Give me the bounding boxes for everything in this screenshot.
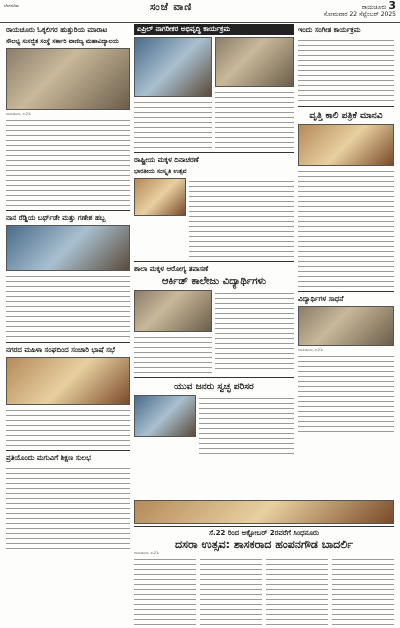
bottom-text-4	[332, 556, 394, 626]
masthead	[0, 0, 400, 23]
photo-col2-5	[134, 395, 196, 437]
masthead-title: ಸಂಜೆ ವಾಣಿ	[150, 2, 193, 13]
headline-col2-1: ಏಪ್ರಿಲ್ ನಾಗರೀಕರ ಅಭಿವೃದ್ಧಿ ಕಾರ್ಯಕ್ರಮ	[134, 24, 294, 35]
bottom-dateline: ರಾಯಚೂರು, ಸೆ.21:	[134, 551, 160, 555]
headline-col2-2: ರಾಷ್ಟ್ರೀಯ ಮಕ್ಕಳ ದಿನಾಚರಣೆ	[134, 156, 199, 164]
photo-col1-3	[6, 357, 130, 405]
masthead-left-text: ಬೆಂಗಳೂರು	[4, 3, 19, 8]
article-text-col3-2	[298, 168, 394, 288]
headline-col1-2: ಸೌಲಭ್ಯ ಸುಸಜ್ಜಿತ ಸಂಸ್ಥೆ ಸರ್ಕಾರಿ ವಾಣಿಜ್ಯ ಮಹಾವಿದ್ಯಾಲಯ	[6, 38, 119, 45]
headline-col2-5: ಆರ್ಕಿಡ್ ಕಾಲೇಜು ವಿದ್ಯಾರ್ಥಿಗಳು	[161, 276, 267, 287]
column-1	[6, 24, 130, 553]
page-number: 3	[388, 0, 396, 12]
article-text-col2-2	[215, 89, 294, 149]
headline-col1-4: ನಗರದ ಮಹಿಳಾ ಸಂಘದಿಂದ ಸಂಚಾರಿ ಭಾಷೆ ಸಭೆ	[6, 346, 115, 354]
article-text-col1-3	[6, 407, 130, 447]
masthead-right	[324, 2, 396, 18]
headline-col1-1: ರಾಯಚೂರು ಓಕ್ಕಲಿಗರ ಹುತ್ತುರಿಯ ಮಾರಾಟ	[6, 26, 108, 34]
headline-col1-3: ನಾನ ರೆಡ್ಡಿಯ ಬರ್ಥ್‌ಡೇ ಮತ್ತು ಗಣೇಶ ಹಬ್ಬ	[6, 214, 106, 222]
bottom-text-1	[134, 556, 196, 626]
masthead-city: ರಾಯಚೂರು	[361, 4, 387, 11]
article-text-col3-1	[298, 37, 394, 103]
bottom-text-3	[266, 556, 328, 626]
bottom-story	[134, 500, 394, 626]
photo-col1-2	[6, 225, 130, 271]
article-text-col2-5	[215, 290, 294, 372]
column-2	[134, 24, 294, 455]
bottom-kicker: ಸೆ.22 ರಿಂದ ಅಕ್ಟೋಬರ್ 2ರವರೆಗೆ ಸಿಂಧನೂರು	[209, 529, 319, 537]
photo-col3-2	[298, 306, 394, 346]
photo-col2-4	[134, 290, 212, 332]
article-text-col2-3	[189, 178, 294, 258]
headline-col3-3: ವಿದ್ಯಾರ್ಥಿಗಳ ಸಾಧನೆ	[298, 295, 344, 303]
article-text-col1-1	[6, 117, 130, 207]
headline-col2-3: ಭಾರತೀಯ ಸಂಸ್ಕೃತಿ ಉತ್ಸವ	[134, 168, 187, 175]
masthead-date: ಸೋಮವಾರ 22 ಸೆಪ್ಟೆಂಬರ್ 2025	[323, 11, 396, 18]
headline-col1-5: ಪ್ರತಿಯೊಂದು ಮಗುವಿಗೆ ಶಿಕ್ಷಣ ಸುಲಭ	[6, 454, 91, 462]
photo-col2-1	[134, 37, 212, 97]
photo-col2-2	[215, 37, 294, 87]
dateline-col1: ರಾಯಚೂರು, ಸೆ.21:	[6, 112, 32, 116]
photo-bottom	[134, 500, 394, 524]
article-text-col2-4	[134, 334, 212, 374]
masthead-left	[4, 3, 19, 8]
article-text-col2-6	[199, 395, 294, 455]
bottom-headline: ದಸರಾ ಉತ್ಸವ: ಶಾಸಕರಾದ ಹಂಪನಗೌಡ ಬಾದರ್ಲಿ	[175, 538, 353, 551]
article-text-col1-4	[6, 465, 130, 553]
headline-col2-6: ಯುವ ಜನರು ಸ್ವಚ್ಛ ಪರಿಸರ	[174, 382, 254, 392]
column-3	[298, 24, 394, 433]
headline-col3-2: ವೃತ್ತಿ ಕಾಲಿ ಪತ್ರಿಕೆ ಮಾನವಿ	[309, 111, 383, 121]
dateline-col3: ರಾಯಚೂರು, ಸೆ.21:	[298, 348, 324, 352]
photo-col2-3	[134, 178, 186, 216]
article-text-col2-1	[134, 99, 212, 149]
photo-col3-1	[298, 124, 394, 166]
article-text-col1-2	[6, 273, 130, 339]
bottom-text-2	[200, 556, 262, 626]
article-text-col3-3	[298, 353, 394, 433]
headline-col2-4: ಶಾಲಾ ಮಕ್ಕಳ ಆರೋಗ್ಯ ತಪಾಸಣೆ	[134, 265, 209, 273]
photo-col1-1	[6, 48, 130, 110]
headline-col3-1: ಇಂದು ಸಂಗೀತ ಕಾರ್ಯಕ್ರಮ	[298, 26, 361, 34]
